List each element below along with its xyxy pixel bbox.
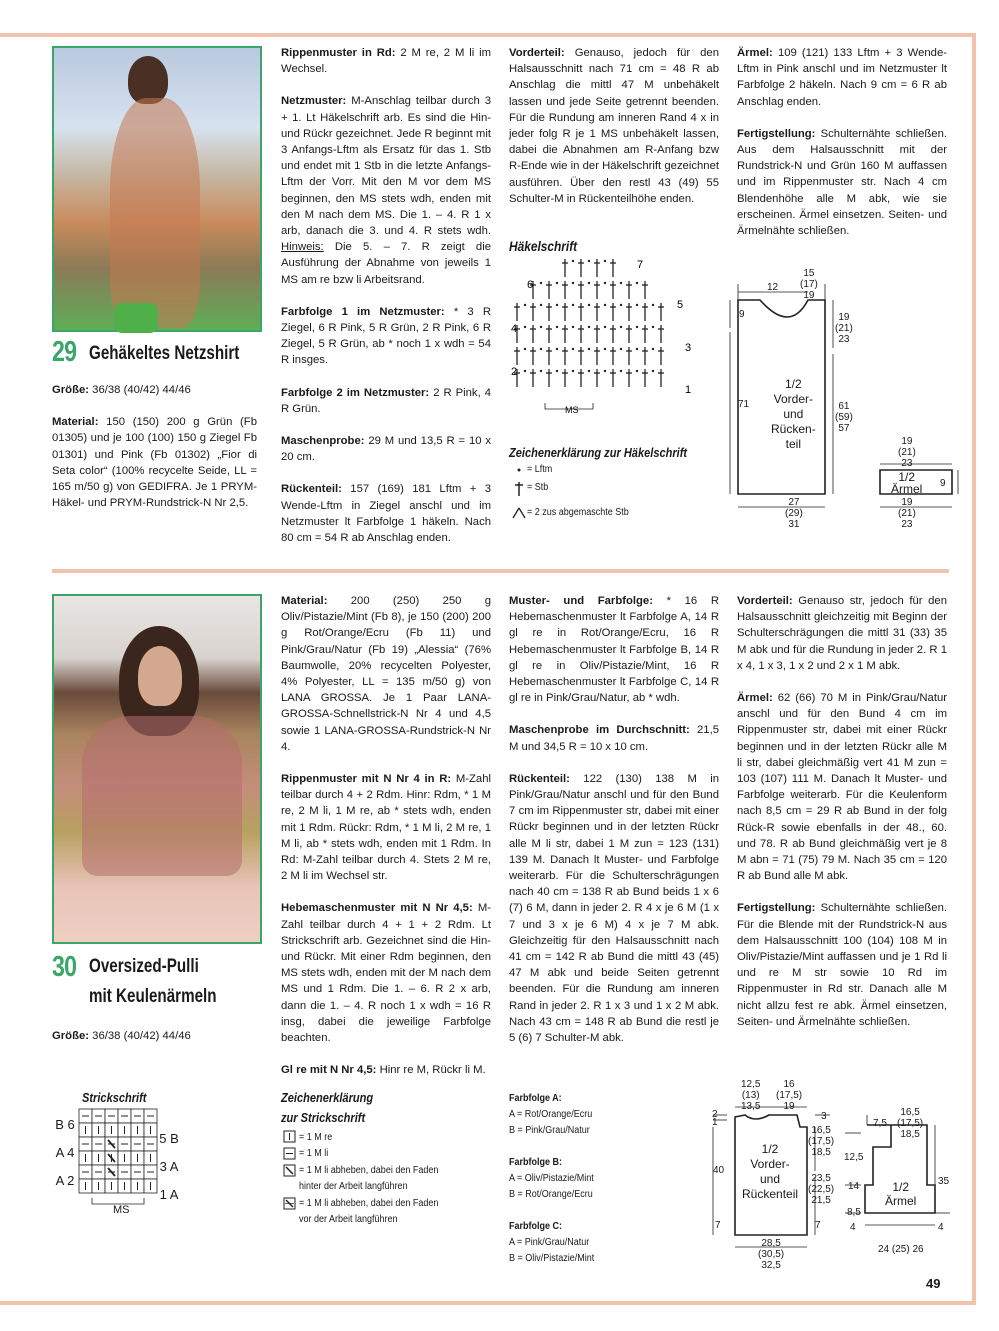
farbfolge-b-a: A = Oliv/Pistazie/Mint xyxy=(509,1173,594,1184)
lftm-dot xyxy=(604,370,606,372)
dim-s-35: 35 xyxy=(938,1176,950,1187)
dim-71: 71 xyxy=(738,399,750,410)
legend-2-zus-stb: = 2 zus abgemaschte Stb xyxy=(527,507,629,518)
lftm-dot xyxy=(652,348,654,350)
netzshirt-photo xyxy=(52,46,262,332)
dim-p30-top1: 12,5 (13) 13,5 xyxy=(741,1079,761,1112)
lftm-dot xyxy=(604,304,606,306)
legend-lftm: = Lftm xyxy=(527,464,553,475)
dim-s-4-right: 4 xyxy=(938,1222,944,1233)
dim-sleeve-9: 9 xyxy=(940,478,946,489)
schematic-label-p30-body: 1/2 Vorder- und Rückenteil xyxy=(742,1142,799,1201)
pattern-title-30-line2: mit Keulenärmeln xyxy=(89,986,217,1007)
lftm-dot xyxy=(572,260,574,262)
lftm-dot xyxy=(604,260,606,262)
dim-s-bottom: 24 (25) 26 xyxy=(878,1244,924,1255)
farbfolge-c-b: B = Oliv/Pistazie/Mint xyxy=(509,1253,595,1264)
pattern-number-30: 30 xyxy=(52,951,77,983)
strickschrift-title: Strickschrift xyxy=(82,1090,147,1105)
section-divider xyxy=(52,569,949,573)
strick-right-labels: 5 B 3 A 1 A xyxy=(159,1131,179,1202)
dim-p30-7-right: 7 xyxy=(815,1220,821,1231)
dim-s-8-5: 8,5 xyxy=(847,1207,861,1218)
strick-left-labels: B 6 A 4 A 2 xyxy=(55,1117,75,1188)
page-number: 49 xyxy=(926,1276,941,1291)
haekelschrift-title: Häkelschrift xyxy=(509,238,578,254)
lftm-dot xyxy=(620,304,622,306)
chart-row-number: 1 xyxy=(685,384,692,396)
knit-legend-slip-back-2: hinter der Arbeit langführen xyxy=(299,1181,408,1192)
farbfolge-a-a: A = Rot/Orange/Ecru xyxy=(509,1109,593,1120)
dim-19-21-23: 19 (21) 23 xyxy=(835,312,853,345)
dim-27-29-31: 27 (29) 31 xyxy=(785,497,803,530)
schematic-label-p30-sleeve: 1/2 Ärmel xyxy=(885,1180,917,1208)
netzshirt-schematic xyxy=(730,262,970,532)
dim-s-top: 16,5 (17,5) 18,5 xyxy=(897,1107,924,1140)
chart-row-number: 5 xyxy=(677,299,684,311)
knit-legend-li: = 1 M li xyxy=(299,1148,329,1159)
dim-sleeve-bottom: 19 (21) 23 xyxy=(898,497,916,530)
lftm-dot xyxy=(652,326,654,328)
pattern-number-29: 29 xyxy=(52,336,77,368)
lftm-dot xyxy=(524,304,526,306)
lftm-dot xyxy=(572,370,574,372)
lftm-dot xyxy=(636,370,638,372)
dim-p30-7-left: 7 xyxy=(715,1220,721,1231)
p30-column-3: Muster- und Farbfolge: * 16 R Hebemaschenmuster lt Farbfolge A, 14 R gl re in Rot/Orange/Ecru, 16 R Hebemaschenmuster lt Farbfolge B, 14 R gl re in Oliv/Pistazie/Mint, 16 R Hebemaschenmuster lt Farbfolge C, 14 R gl re in Pink/Grau/Natur, ab * wdh. Maschenprobe im Durchschnitt: 21,5 M und 34,5 R = 10 x 10 cm. Rückenteil: 122 (130) 138 M in Pink/Grau/Natur anschl und für den Bund 7 cm im Rippenmuster str, dabei mit einer Rückr beginnen und in der letzten Rückr alle M li str, dabei 1 M zun = 123 (131) 139 M. Danach lt Muster- und Farbfolge weiterarb. Für die Schulterschrägungen nach 40 cm = 138 R ab Bund beids 1 x 6 (7) 6 M, dann in jeder 2. R 4 x je 6 M (1 x 7 und 3 x je 6 M) 4 x je 7 M abk. Gleichzeitig für den Halsausschnitt nach 41 cm = 142 R ab Bund die mittl 43 (45) 47 M abk und beide Seiten getrennt beenden. Für die Rundung am inneren Rand in jeder 2. R 1 x 3 und 1 x 2 M abk. Nach 43 cm = 148 R ab Bund die restl je 5 (6) 7 Schulter-M abk. xyxy=(509,595,720,1045)
dim-s-12-5: 12,5 xyxy=(844,1152,864,1163)
dim-61-59-57: 61 (59) 57 xyxy=(835,401,853,434)
dim-s-7-5: 7,5 xyxy=(873,1118,887,1129)
lftm-dot xyxy=(540,326,542,328)
lftm-dot xyxy=(652,304,654,306)
dim-p30-23-5: 23,5 (22,5) 21,5 xyxy=(808,1173,835,1206)
knit-legend-slip-back-1: = 1 M li abheben, dabei den Faden xyxy=(299,1165,439,1176)
dim-p30-top2: 16 (17,5) 19 xyxy=(776,1079,803,1112)
knitting-chart xyxy=(78,1108,158,1218)
lftm-dot xyxy=(604,326,606,328)
dim-sleeve-top: 19 (21) 23 xyxy=(898,436,916,469)
knit-legend-slip-front-1: = 1 M li abheben, dabei den Faden xyxy=(299,1198,439,1209)
strick-ms: MS xyxy=(113,1204,130,1216)
farbfolge-a-b: B = Pink/Grau/Natur xyxy=(509,1125,590,1136)
lftm-dot xyxy=(572,282,574,284)
pulli-photo xyxy=(52,594,262,944)
chart-row-number: 7 xyxy=(637,259,644,271)
lftm-dot xyxy=(588,260,590,262)
page-border-right xyxy=(972,33,976,1305)
dim-s-4-left: 4 xyxy=(850,1222,856,1233)
page-border-bottom xyxy=(0,1301,976,1305)
dim-p30-40: 40 xyxy=(713,1165,725,1176)
lftm-dot xyxy=(524,370,526,372)
dim-p30-1: 1 xyxy=(712,1117,718,1128)
lftm-dot xyxy=(540,304,542,306)
farbfolge-c-title: Farbfolge C: xyxy=(509,1221,563,1232)
lftm-dot xyxy=(540,348,542,350)
chart-row-number: 6 xyxy=(527,279,534,291)
lftm-dot xyxy=(636,304,638,306)
knit-legend-slip-front-2: vor der Arbeit langführen xyxy=(299,1214,398,1225)
lftm-dot xyxy=(524,348,526,350)
p29-size-material: Größe: 36/38 (40/42) 44/46 Material: 150 (150) 200 g Grün (Fb 01305) und je 100 (100) 150 g Ziegel Fb 01301) und Pink (Fb 01302) „Fior di Seta color“ (100% recycelte Seide, LL = 165 m/50 g) von GEDIFRA. Je 1 PRYM-Häkel- und PRYM-Rundstrick-N Nr 2,5. xyxy=(52,384,257,510)
lftm-dot xyxy=(572,348,574,350)
lftm-dot xyxy=(588,282,590,284)
lftm-dot xyxy=(588,304,590,306)
crochet-chart xyxy=(505,255,705,415)
dim-15-17-19: 15 (17) 19 xyxy=(800,268,818,301)
knit-legend-re: = 1 M re xyxy=(299,1132,333,1143)
lftm-dot xyxy=(572,304,574,306)
lftm-dot xyxy=(588,370,590,372)
schematic-label-sleeve: 1/2 Ärmel xyxy=(891,470,923,496)
knit-legend-title-2: zur Strickschrift xyxy=(281,1110,366,1125)
lftm-dot xyxy=(540,282,542,284)
chart-row-number: 3 xyxy=(685,342,692,354)
lftm-dot xyxy=(588,326,590,328)
lftm-dot xyxy=(524,326,526,328)
lftm-dot xyxy=(556,326,558,328)
lftm-dot xyxy=(604,348,606,350)
dim-p30-3: 3 xyxy=(821,1111,827,1122)
schematic-label-body: 1/2 Vorder- und Rücken- teil xyxy=(771,377,816,451)
knit-legend-symbols xyxy=(283,1130,297,1230)
lftm-dot xyxy=(556,282,558,284)
p30-column-4: Vorderteil: Genauso str, jedoch für den Halsausschnitt gleichzeitig mit Beginn der Schulterschrägungen die mittl 31 (33) 35 M abk und für die Rundung in jeder 2. R 1 x 4, 1 x 3, 1 x 2 und 2 x 1 M abk. Ärmel: 62 (66) 70 M in Pink/Grau/Natur anschl und für den Bund 4 cm im Rippenmuster str, dabei mit einer Rückr beginnen und in der letzten Rückr alle M li str, dabei gleichmäßig vert 41 M zun = 103 (107) 111 M. Danach lt Muster- und Farbfolge weiterarb. Für die Keulenform nach 8,5 cm = 29 R ab Bund in der folg Rück-R sowie ebenfalls in der 48., 60. und 78. R ab Bund gleichmäßig vert je 8 M abn = 71 (75) 79 M. Nach 35 cm = 120 R ab Bund alle M abk. Fertigstellung: Schulternähte schließen. Für die Blende mit der Rundstrick-N aus dem Halsausschnitt 100 (104) 108 M in Oliv/Pistazie/Mint auffassen und je 1 Rd li und re M str sowie 10 Rd im Rippenmuster in Rd str. Danach alle M nicht allzu fest re abk. Ärmel einsetzen, Seiten- und Ärmelnähte schließen. xyxy=(737,595,948,1028)
lftm-dot xyxy=(652,370,654,372)
lftm-dot xyxy=(540,370,542,372)
pattern-title-30-line1: Oversized-Pulli xyxy=(89,956,199,977)
dim-9: 9 xyxy=(739,309,745,320)
chart-row-number: 4 xyxy=(511,323,518,335)
lftm-dot xyxy=(620,326,622,328)
lftm-dot xyxy=(620,282,622,284)
lftm-dot xyxy=(636,282,638,284)
lftm-dot xyxy=(556,304,558,306)
pattern-title-29: Gehäkeltes Netzshirt xyxy=(89,343,240,364)
lftm-dot xyxy=(620,348,622,350)
lftm-dot xyxy=(588,348,590,350)
chart-row-number: 2 xyxy=(511,366,518,378)
lftm-dot xyxy=(636,326,638,328)
p30-size: Größe: 36/38 (40/42) 44/46 xyxy=(52,1030,191,1042)
lftm-dot xyxy=(556,370,558,372)
farbfolge-c-a: A = Pink/Grau/Natur xyxy=(509,1237,590,1248)
dim-s-14: 14 xyxy=(848,1181,860,1192)
lftm-dot xyxy=(604,282,606,284)
farbfolge-a-title: Farbfolge A: xyxy=(509,1093,562,1104)
farbfolge-b-b: B = Rot/Orange/Ecru xyxy=(509,1189,593,1200)
p30-column-2: Material: 200 (250) 250 g Oliv/Pistazie/Mint (Fb 8), je 150 (200) 200 g Rot/Orange/Ecru (Fb 11) und Pink/Grau/Natur (Fb 19) „Alessia“ (76% Baumwolle, 20% recycelten Polyester, 4% Polyester, LL = 135 m/50 g) von LANA GROSSA. Je 1 Paar LANA-GROSSA-Schnellstrick-N Nr 4 und 4,5 sowie 1 LANA-GROSSA-Rundstrick-N Nr 4. Rippenmuster mit N Nr 4 in R: M-Zahl teilbar durch 4 + 2 Rdm. Hinr: Rdm, * 1 M re, 2 M li, 1 M re, ab * stets wdh, enden mit 1 Rdm. Rückr: Rdm, * 1 M li, 2 M re, 1 M li, ab * stets wdh, enden mit 1 Rdm. In Rd: M-Zahl teilbar durch 4. Stets 2 M re, 2 M li im Wechsel str. Hebemaschenmuster mit N Nr 4,5: M-Zahl teilbar durch 4 + 1 + 2 Rdm. Lt Strickschrift arb. Gezeichnet sind die Hin- und Rückr. Mit einer Rdm beginnen, den MS stets wdh, enden mit der M nach dem MS und 1 Rdm. Die 1. – 6. R 2 x arb, dann die 1. – 4. R noch 1 x wdh = 16 R insg, dabei die jeweilige Farbfolge beachten. Gl re mit N Nr 4,5: Hinr re M, Rückr li M. xyxy=(281,595,492,1077)
knit-legend-title-1: Zeichenerklärung xyxy=(281,1090,374,1105)
dim-p30-2: 2 xyxy=(712,1109,718,1120)
lftm-dot xyxy=(620,370,622,372)
legend-stb: = Stb xyxy=(527,482,549,493)
lftm-dot xyxy=(556,348,558,350)
crochet-legend-title: Zeichenerklärung zur Häkelschrift xyxy=(509,445,688,460)
dim-p30-16-5: 16,5 (17,5) 18,5 xyxy=(808,1125,835,1158)
dim-p30-bottom: 28,5 (30,5) 32,5 xyxy=(758,1238,785,1271)
p29-column-2: Rippenmuster in Rd: 2 M re, 2 M li im Wechsel. Netzmuster: M-Anschlag teilbar durch 3 + 1. Lt Häkelschrift arb. Es sind die Hin- und Rückr gezeichnet. Jede R beginnt mit 3 Anfangs-Lftm als Ersatz für das 1. Stb und endet mit 1 Stb in die letzte Anfangs-Lftm der Vorr. Mit den M vor dem MS beginnen, den MS stets wdh, enden mit den M nach dem MS. Die 1. – 4. R 1 x arb, danach die 3. und 4. R stets wdh. Hinweis: Die 5. – 7. R zeigt die Ausführung der Abnahme von jeweils 1 MS am re bzw li Arbeitsrand. Farbfolge 1 im Netzmuster: * 3 R Ziegel, 6 R Pink, 5 R Grün, 2 R Pink, 6 R Ziegel, 5 R Grün, ab * noch 1 x wdh = 54 R insges. Farbfolge 2 im Netzmuster: 2 R Pink, 4 R Grün. Maschenprobe: 29 M und 13,5 R = 10 x 20 cm. Rückenteil: 157 (169) 181 Lftm + 3 Wende-Lftm in Ziegel anschl und im Netzmuster lt Farbfolge 1 häkeln. Nach 80 cm = 54 R ab Anschlag enden. xyxy=(281,47,492,545)
farbfolge-b-title: Farbfolge B: xyxy=(509,1157,563,1168)
chart-row-number: MS xyxy=(565,405,579,415)
lftm-dot xyxy=(636,348,638,350)
p29-column-3: Vorderteil: Genauso, jedoch für den Halsausschnitt nach 71 cm = 48 R ab Anschlag die mittl 47 M unbehäkelt lassen und jede Seite getrennt beenden. Für die Rundung am inneren Rand 4 x in jeder folg R je 1 MS unbehäkelt lassen, dabei die Abnahmen am R-Anfang bzw R-Ende wie in der Häkelschrift gezeichnet ausführen. Über den restl 43 (49) 55 Schulter-M in Rückenteilhöhe enden. xyxy=(509,47,720,205)
p29-column-4: Ärmel: 109 (121) 133 Lftm + 3 Wende-Lftm in Pink anschl und im Netzmuster lt Farbfolge 2 häkeln. Nach 9 cm = 6 R ab Anschlag enden. Fertigstellung: Schulternähte schließen. Aus dem Halsausschnitt mit der Rundstrick-N und Grün 160 M auffassen und im Rippenmuster str. Nach 4 cm Blendenhöhe alle M abk, wie sie erscheinen. Ärmel einsetzen. Seiten- und Ärmelnähte schließen. xyxy=(737,47,948,238)
lftm-dot xyxy=(572,326,574,328)
dim-12: 12 xyxy=(767,282,779,293)
page-border-top xyxy=(0,33,976,37)
